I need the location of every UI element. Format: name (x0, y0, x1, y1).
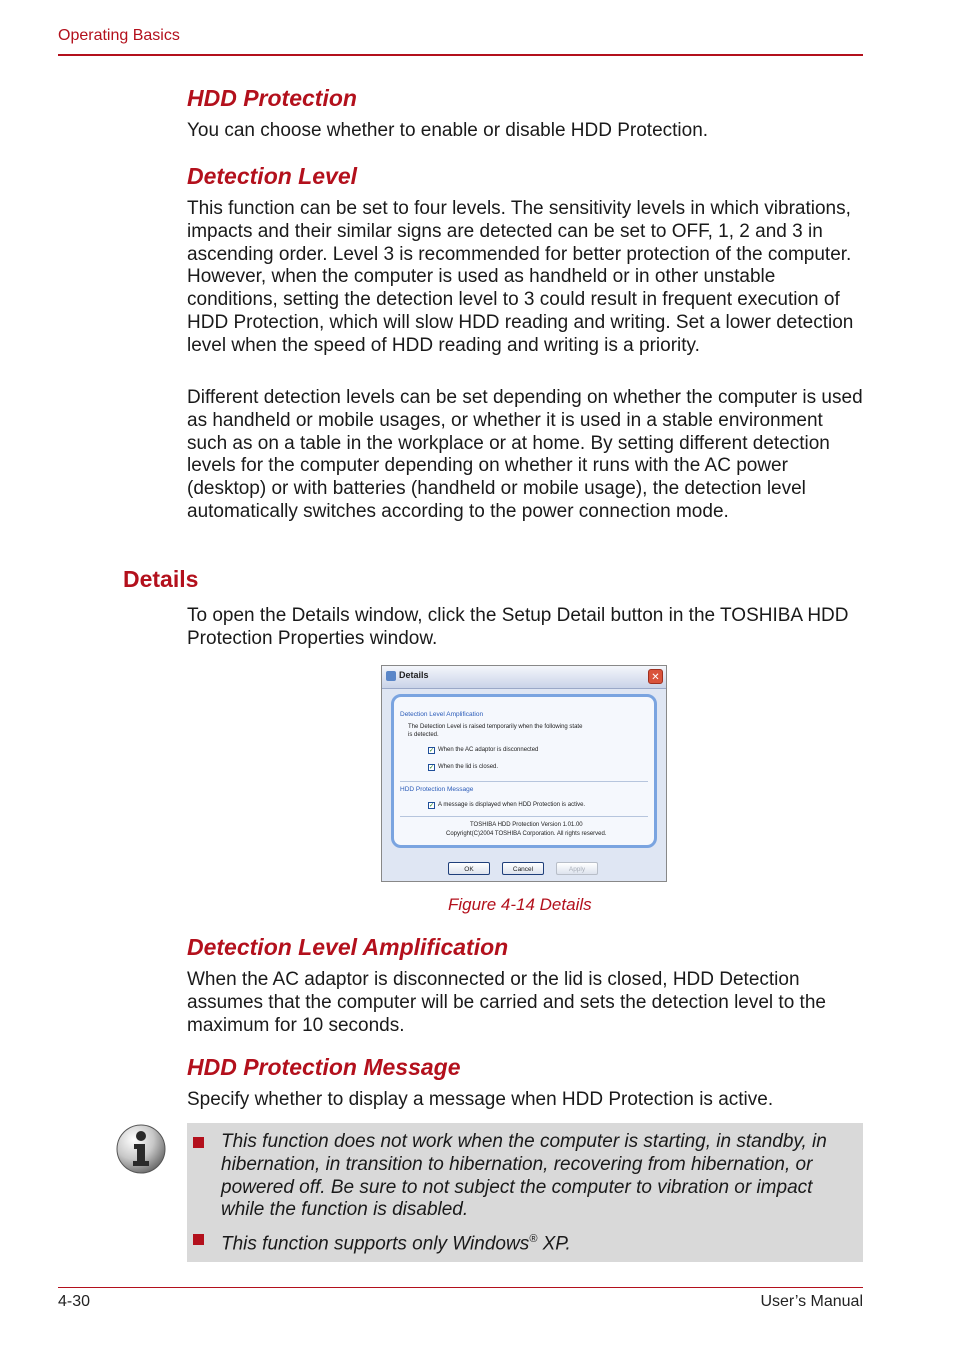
bullet-square-icon (193, 1137, 204, 1148)
dialog-titlebar (382, 666, 666, 689)
amplification-description-2: is detected. (408, 732, 439, 738)
heading-hdd-protection-message: HDD Protection Message (187, 1054, 461, 1080)
header-rule (58, 54, 863, 56)
footer-rule (58, 1287, 863, 1288)
lid-closed-checkbox: ✓ (429, 765, 435, 771)
page-number: 4-30 (58, 1293, 91, 1310)
note-text-1: This function does not work when the computer is starting, in standby, in hibernation, in transition to hibernation, recovering from hibernation, or powered off. Be sure to not subject the computer to vibration or impact while the function is disabled. (221, 1131, 827, 1221)
paragraph-detection-level-2: Different detection levels can be set depending on whether the computer is used as handheld or mobile usages, or whether it is used in a stable environment such as on a table in the workplace or at home. By setting different detection levels for the computer depending on whether it runs with the AC power (desktop) or with batteries (handheld or mobile usage), the detection level automatically switches according to the power connection mode. (187, 387, 863, 522)
bullet-square-icon (193, 1234, 204, 1245)
dialog-title: Details (399, 670, 429, 680)
amplification-description-1: The Detection Level is raised temporarily when the following state (408, 724, 583, 730)
paragraph-message: Specify whether to display a message when HDD Protection is active. (187, 1089, 774, 1110)
message-section-label: HDD Protection Message (400, 786, 474, 793)
ac-adaptor-label: When the AC adaptor is disconnected (438, 747, 539, 753)
ok-button: OK (448, 862, 490, 875)
note-box (187, 1123, 863, 1262)
version-divider (400, 816, 648, 817)
heading-hdd-protection: HDD Protection (187, 85, 357, 111)
note-text-2-suffix: XP. (537, 1233, 571, 1255)
cancel-button: Cancel (502, 862, 544, 875)
copyright-text: Copyright(C)2004 TOSHIBA Corporation. All rights reserved. (446, 831, 607, 837)
version-text: TOSHIBA HDD Protection Version 1.01.00 (470, 822, 583, 828)
ac-adaptor-checkbox: ✓ (429, 748, 435, 754)
note-text-2 (221, 1228, 857, 1256)
section-divider (400, 781, 648, 782)
dialog-panel (391, 694, 657, 848)
lid-closed-label: When the lid is closed. (438, 764, 499, 770)
message-checkbox: ✓ (429, 803, 435, 809)
heading-detection-level-amplification: Detection Level Amplification (187, 934, 509, 960)
paragraph-details: To open the Details window, click the Setup Detail button in the TOSHIBA HDD Protection Properties window. (187, 605, 849, 649)
paragraph-amplification: When the AC adaptor is disconnected or the lid is closed, HDD Detection assumes that the computer will be carried and sets the detection level to the maximum for 10 seconds. (187, 969, 826, 1036)
heading-detection-level: Detection Level (187, 163, 357, 189)
apply-button: Apply (556, 862, 598, 875)
close-icon: ✕ (648, 669, 663, 684)
message-label: A message is displayed when HDD Protection is active. (438, 802, 586, 808)
app-icon (386, 671, 396, 681)
running-header: Operating Basics (58, 27, 180, 44)
info-icon (115, 1123, 167, 1175)
note-text-2-prefix: This function supports only Windows (221, 1233, 530, 1255)
amplification-section-label: Detection Level Amplification (400, 711, 484, 718)
manual-title: User’s Manual (760, 1293, 863, 1310)
registered-mark: ® (529, 1233, 538, 1245)
details-dialog-figure (381, 665, 667, 882)
paragraph-hdd-protection: You can choose whether to enable or disable HDD Protection. (187, 120, 709, 141)
paragraph-detection-level-1: This function can be set to four levels. The sensitivity levels in which vibrations, impacts and their similar signs are detected can be set to OFF, 1, 2 and 3 in ascending order. Level 3 is recommended for better protection of the computer. However, when the computer is used as handheld or in other unstable conditions, setting the detection level to 3 could result in frequent execution of HDD Protection, which will slow HDD reading and writing. Set a lower detection level when the speed of HDD reading and writing is a priority. (187, 198, 854, 356)
heading-details: Details (123, 566, 199, 592)
figure-caption: Figure 4-14 Details (448, 895, 592, 914)
